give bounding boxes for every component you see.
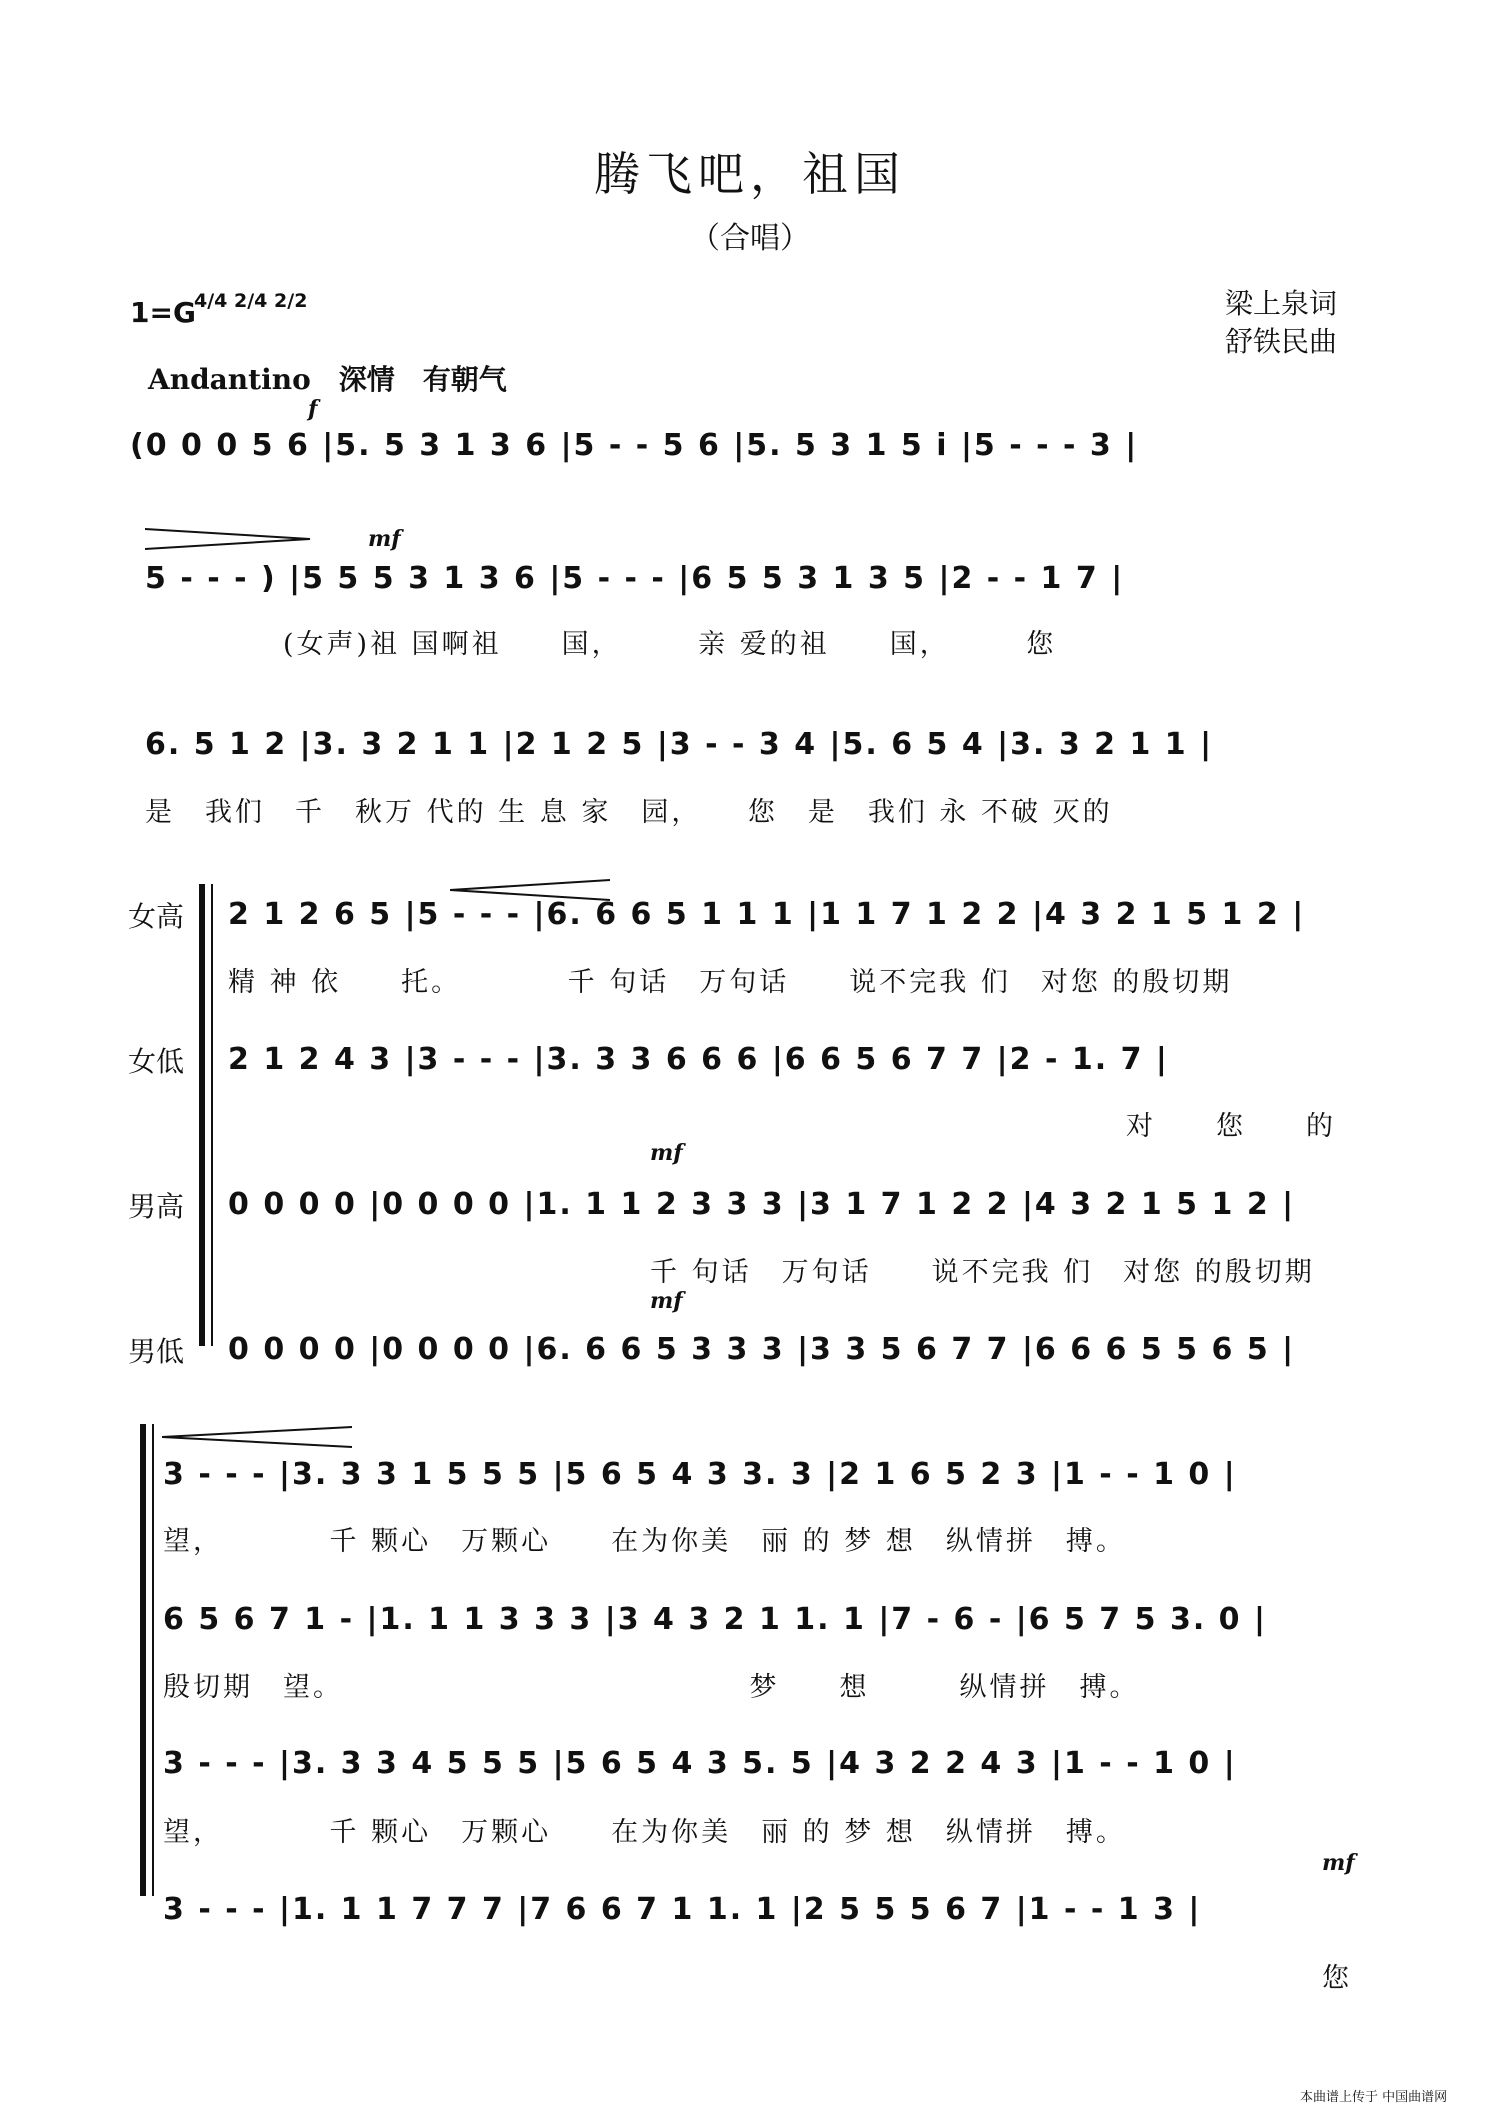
alto-lyrics: 对 您 的 (1126, 1111, 1336, 1142)
footer-watermark: 本曲谱上传于 中国曲谱网 (1300, 2090, 1448, 2105)
soprano-notes: 2 1 2 6 5 |5 - - - |6. 6 6 5 1 1 1 |1 1 7 1 2 2 |4 3 2 1 5 1 2 | (228, 897, 1306, 932)
time-signature-2: 2/4 (234, 290, 268, 312)
system1-notes: (0 0 0 5 6 |5. 5 3 1 3 6 |5 - - 5 6 |5. 5 3 1 5 i |5 - - - 3 | (130, 428, 1139, 463)
system2-lyrics: (女声)祖 国啊祖 国， 亲 爱的祖 国， 您 (283, 629, 1057, 660)
time-signatures (194, 290, 308, 312)
system5-alto-notes: 6 5 6 7 1 - |1. 1 1 3 3 3 |3 4 3 2 1 1. 1 |7 - 6 - |6 5 7 5 3. 0 | (163, 1602, 1267, 1637)
dynamic-mf: mf (650, 1288, 683, 1314)
system5-soprano-lyrics: 望， 千 颗心 万颗心 在为你美 丽 的 梦 想 纵情拼 搏。 (163, 1526, 1126, 1557)
dynamic-mf: mf (1322, 1850, 1355, 1876)
tenor-notes: 0 0 0 0 |0 0 0 0 |1. 1 1 2 3 3 3 |3 1 7 1 2 2 |4 3 2 1 5 1 2 | (228, 1187, 1296, 1222)
decrescendo-hairpin (162, 1425, 357, 1449)
time-signature-3: 2/2 (274, 290, 308, 312)
system5-bracket (137, 1420, 161, 1900)
dynamic-mf: mf (368, 526, 401, 552)
system3-lyrics: 是 我们 千 秋万 代的 生 息 家 园， 您 是 我们 永 不破 灭的 (145, 797, 1113, 828)
part-label-alto: 女低 (128, 1045, 185, 1078)
dynamic-mf: mf (650, 1140, 683, 1166)
part-label-bass: 男低 (128, 1335, 185, 1368)
dynamic-f: f (308, 396, 318, 422)
page-title: 腾飞吧，祖国 (594, 147, 906, 201)
system3-notes: 6. 5 1 2 |3. 3 2 1 1 |2 1 2 5 |3 - - 3 4 |5. 6 5 4 |3. 3 2 1 1 | (145, 727, 1214, 762)
time-signature-1: 4/4 (194, 290, 228, 312)
bass-notes: 0 0 0 0 |0 0 0 0 |6. 6 6 5 3 3 3 |3 3 5 6 7 7 |6 6 6 5 5 6 5 | (228, 1332, 1296, 1367)
alto-notes: 2 1 2 4 3 |3 - - - |3. 3 3 6 6 6 |6 6 5 6 7 7 |2 - 1. 7 | (228, 1042, 1169, 1077)
tenor-lyrics: 千 句话 万句话 说不完我 们 对您 的殷切期 (650, 1257, 1315, 1288)
key-signature: 1=G (130, 296, 196, 329)
system5-tenor-notes: 3 - - - |3. 3 3 4 5 5 5 |5 6 5 4 3 5. 5 |4 3 2 2 4 3 |1 - - 1 0 | (163, 1746, 1237, 1781)
system4-bracket (196, 880, 220, 1350)
part-label-soprano: 女高 (128, 900, 185, 933)
system5-bass-lyrics: 您 (1322, 1963, 1352, 1994)
system5-soprano-notes: 3 - - - |3. 3 3 1 5 5 5 |5 6 5 4 3 3. 3 |2 1 6 5 2 3 |1 - - 1 0 | (163, 1457, 1237, 1492)
soprano-lyrics: 精 神 依 托。 千 句话 万句话 说不完我 们 对您 的殷切期 (228, 967, 1233, 998)
subtitle: （合唱） (690, 221, 810, 256)
system5-bass-notes: 3 - - - |1. 1 1 7 7 7 |7 6 6 7 1 1. 1 |2 5 5 5 6 7 |1 - - 1 3 | (163, 1892, 1202, 1927)
lyricist: 梁上泉词 (1225, 287, 1338, 320)
crescendo-hairpin (145, 527, 315, 551)
system2-notes: 5 - - - ) |5 5 5 3 1 3 6 |5 - - - |6 5 5 3 1 3 5 |2 - - 1 7 | (145, 561, 1125, 596)
system5-tenor-lyrics: 望， 千 颗心 万颗心 在为你美 丽 的 梦 想 纵情拼 搏。 (163, 1817, 1126, 1848)
system5-alto-lyrics: 殷切期 望。 梦 想 纵情拼 搏。 (163, 1672, 1140, 1703)
tempo-marking: Andantino 深情 有朝气 (148, 363, 507, 396)
part-label-tenor: 男高 (128, 1190, 185, 1223)
composer: 舒铁民曲 (1225, 325, 1338, 358)
